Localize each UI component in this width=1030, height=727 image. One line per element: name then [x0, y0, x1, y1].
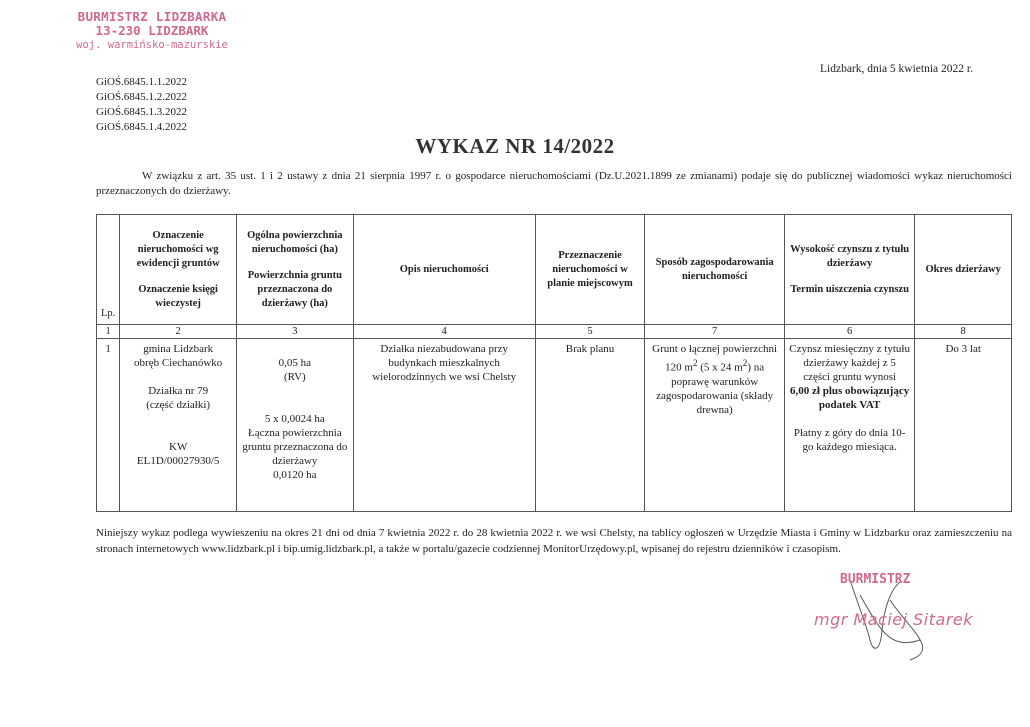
row-period: Do 3 lat: [915, 339, 1012, 512]
reference-number: GiOŚ.6845.1.1.2022: [96, 76, 188, 88]
row-kw-number: EL1D/00027930/5: [136, 455, 220, 467]
header-c6a: Wysokość czynszu z tytułu dzierżawy: [790, 243, 910, 269]
row-land-designation: [120, 339, 237, 512]
stamp-line-3: woj. warmińsko-mazurskie: [76, 38, 228, 51]
column-number: 2: [120, 325, 237, 339]
reference-number: GiOŚ.6845.1.3.2022: [96, 106, 188, 118]
header-usage: Sposób zagospodarowania nieruchomości: [645, 215, 785, 325]
row-kw-label: KW: [169, 441, 188, 453]
usage-part-2: (5 x 24 m: [700, 361, 743, 374]
usage-sup-2: 2: [742, 358, 748, 368]
header-c6b: Termin uiszczenia czynszu: [790, 283, 909, 295]
row-area-total: 0,05 ha: [278, 357, 312, 369]
signature-role: BURMISTRZ: [840, 572, 911, 587]
header-lp: Lp.: [97, 215, 120, 325]
table-number-row: [97, 325, 1012, 339]
footer-paragraph: Niniejszy wykaz podlega wywieszeniu na okres 21 dni od dnia 7 kwietnia 2022 r. do 28 kwietnia 2022 r. we wsi Chelsty, na tablicy ogłoszeń w Urzędzie Miasta i Gminy w Lidzbarku oraz zamieszczeniu na stronach internetowych www.lidzbark.pl i bip.umig.lidzbark.pl, a także w portalu/gazecie codziennej MonitorUrzędowy.pl, wpisanej do rejestru dzienników i czasopism.: [96, 527, 1012, 555]
header-c2b: Oznaczenie księgi wieczystej: [138, 283, 218, 309]
intro-paragraph: W związku z art. 35 ust. 1 i 2 ustawy z dnia 21 sierpnia 1997 r. o gospodarce nieruchomościami (Dz.U.2021.1899 ze zmianami) podaje się do publicznej wiadomości wykaz nieruchomości przeznaczonych do dzierżawy.: [96, 170, 1012, 197]
header-description: Opis nieruchomości: [353, 215, 535, 325]
column-number: 1: [97, 325, 120, 339]
column-number: 7: [645, 325, 785, 339]
row-area-parts: 5 x 0,0024 ha: [264, 413, 325, 425]
signature-name: mgr Maciej Sitarek: [814, 610, 973, 629]
rent-payment-term: Płatny z góry do dnia 10-go każdego miesiąca.: [793, 427, 906, 453]
column-number: 6: [784, 325, 914, 339]
document-date: Lidzbark, dnia 5 kwietnia 2022 r.: [820, 63, 973, 75]
stamp-line-1: BURMISTRZ LIDZBARKA: [77, 9, 227, 24]
usage-sup-1: 2: [692, 358, 698, 368]
header-zoning: Przeznaczenie nieruchomości w planie miejscowym: [535, 215, 645, 325]
row-obreb: obręb Ciechanówko: [134, 357, 223, 369]
usage-part-1: Grunt o łącznej powierzchni 120 m: [652, 343, 778, 374]
header-land-designation: [120, 215, 237, 325]
header-period: Okres dzierżawy: [915, 215, 1012, 325]
table-row: [97, 339, 1012, 512]
header-area: [237, 215, 354, 325]
row-lp: 1: [97, 339, 120, 512]
usage-part-3: ) na poprawę warunków zagospodarowania (składy drewna): [656, 361, 774, 416]
row-rent: [784, 339, 914, 512]
row-czesc: (część działki): [146, 399, 211, 411]
row-usage: [645, 339, 785, 512]
header-c3b: Powierzchnia gruntu przeznaczona do dzierżawy (ha): [247, 269, 342, 309]
row-zoning: Brak planu: [535, 339, 645, 512]
row-dzialka: Działka nr 79: [148, 385, 209, 397]
rent-amount: 6,00 zł plus obowiązujący podatek VAT: [790, 385, 910, 411]
column-number: 3: [237, 325, 354, 339]
column-number: 5: [535, 325, 645, 339]
header-c2a: Oznaczenie nieruchomości wg ewidencji gruntów: [136, 229, 220, 269]
lease-table: [96, 214, 1012, 512]
reference-number: GiOŚ.6845.1.4.2022: [96, 121, 188, 133]
rent-description: Czynsz miesięczny z tytułu dzierżawy każdej z 5 części gruntu wynosi: [789, 343, 910, 383]
header-c3a: Ogólna powierzchnia nieruchomości (ha): [247, 229, 343, 255]
row-gmina: gmina Lidzbark: [143, 343, 214, 355]
stamp-line-2: 13-230 LIDZBARK: [95, 23, 209, 39]
row-description: Działka niezabudowana przy budynkach mieszkalnych wielorodzinnych we wsi Chelsty: [353, 339, 535, 512]
table-header-row: [97, 215, 1012, 325]
reference-number: GiOŚ.6845.1.2.2022: [96, 91, 188, 103]
reference-numbers: [96, 75, 187, 135]
row-area-lease: 0,0120 ha: [273, 469, 317, 481]
header-rent: [784, 215, 914, 325]
row-area: [237, 339, 354, 512]
row-area-lease-label: Łączna powierzchnia gruntu przeznaczona do dzierżawy: [242, 427, 348, 467]
column-number: 8: [915, 325, 1012, 339]
office-stamp: [52, 10, 252, 51]
document-title: WYKAZ NR 14/2022: [415, 134, 615, 158]
column-number: 4: [353, 325, 535, 339]
row-area-class: (RV): [283, 371, 306, 383]
